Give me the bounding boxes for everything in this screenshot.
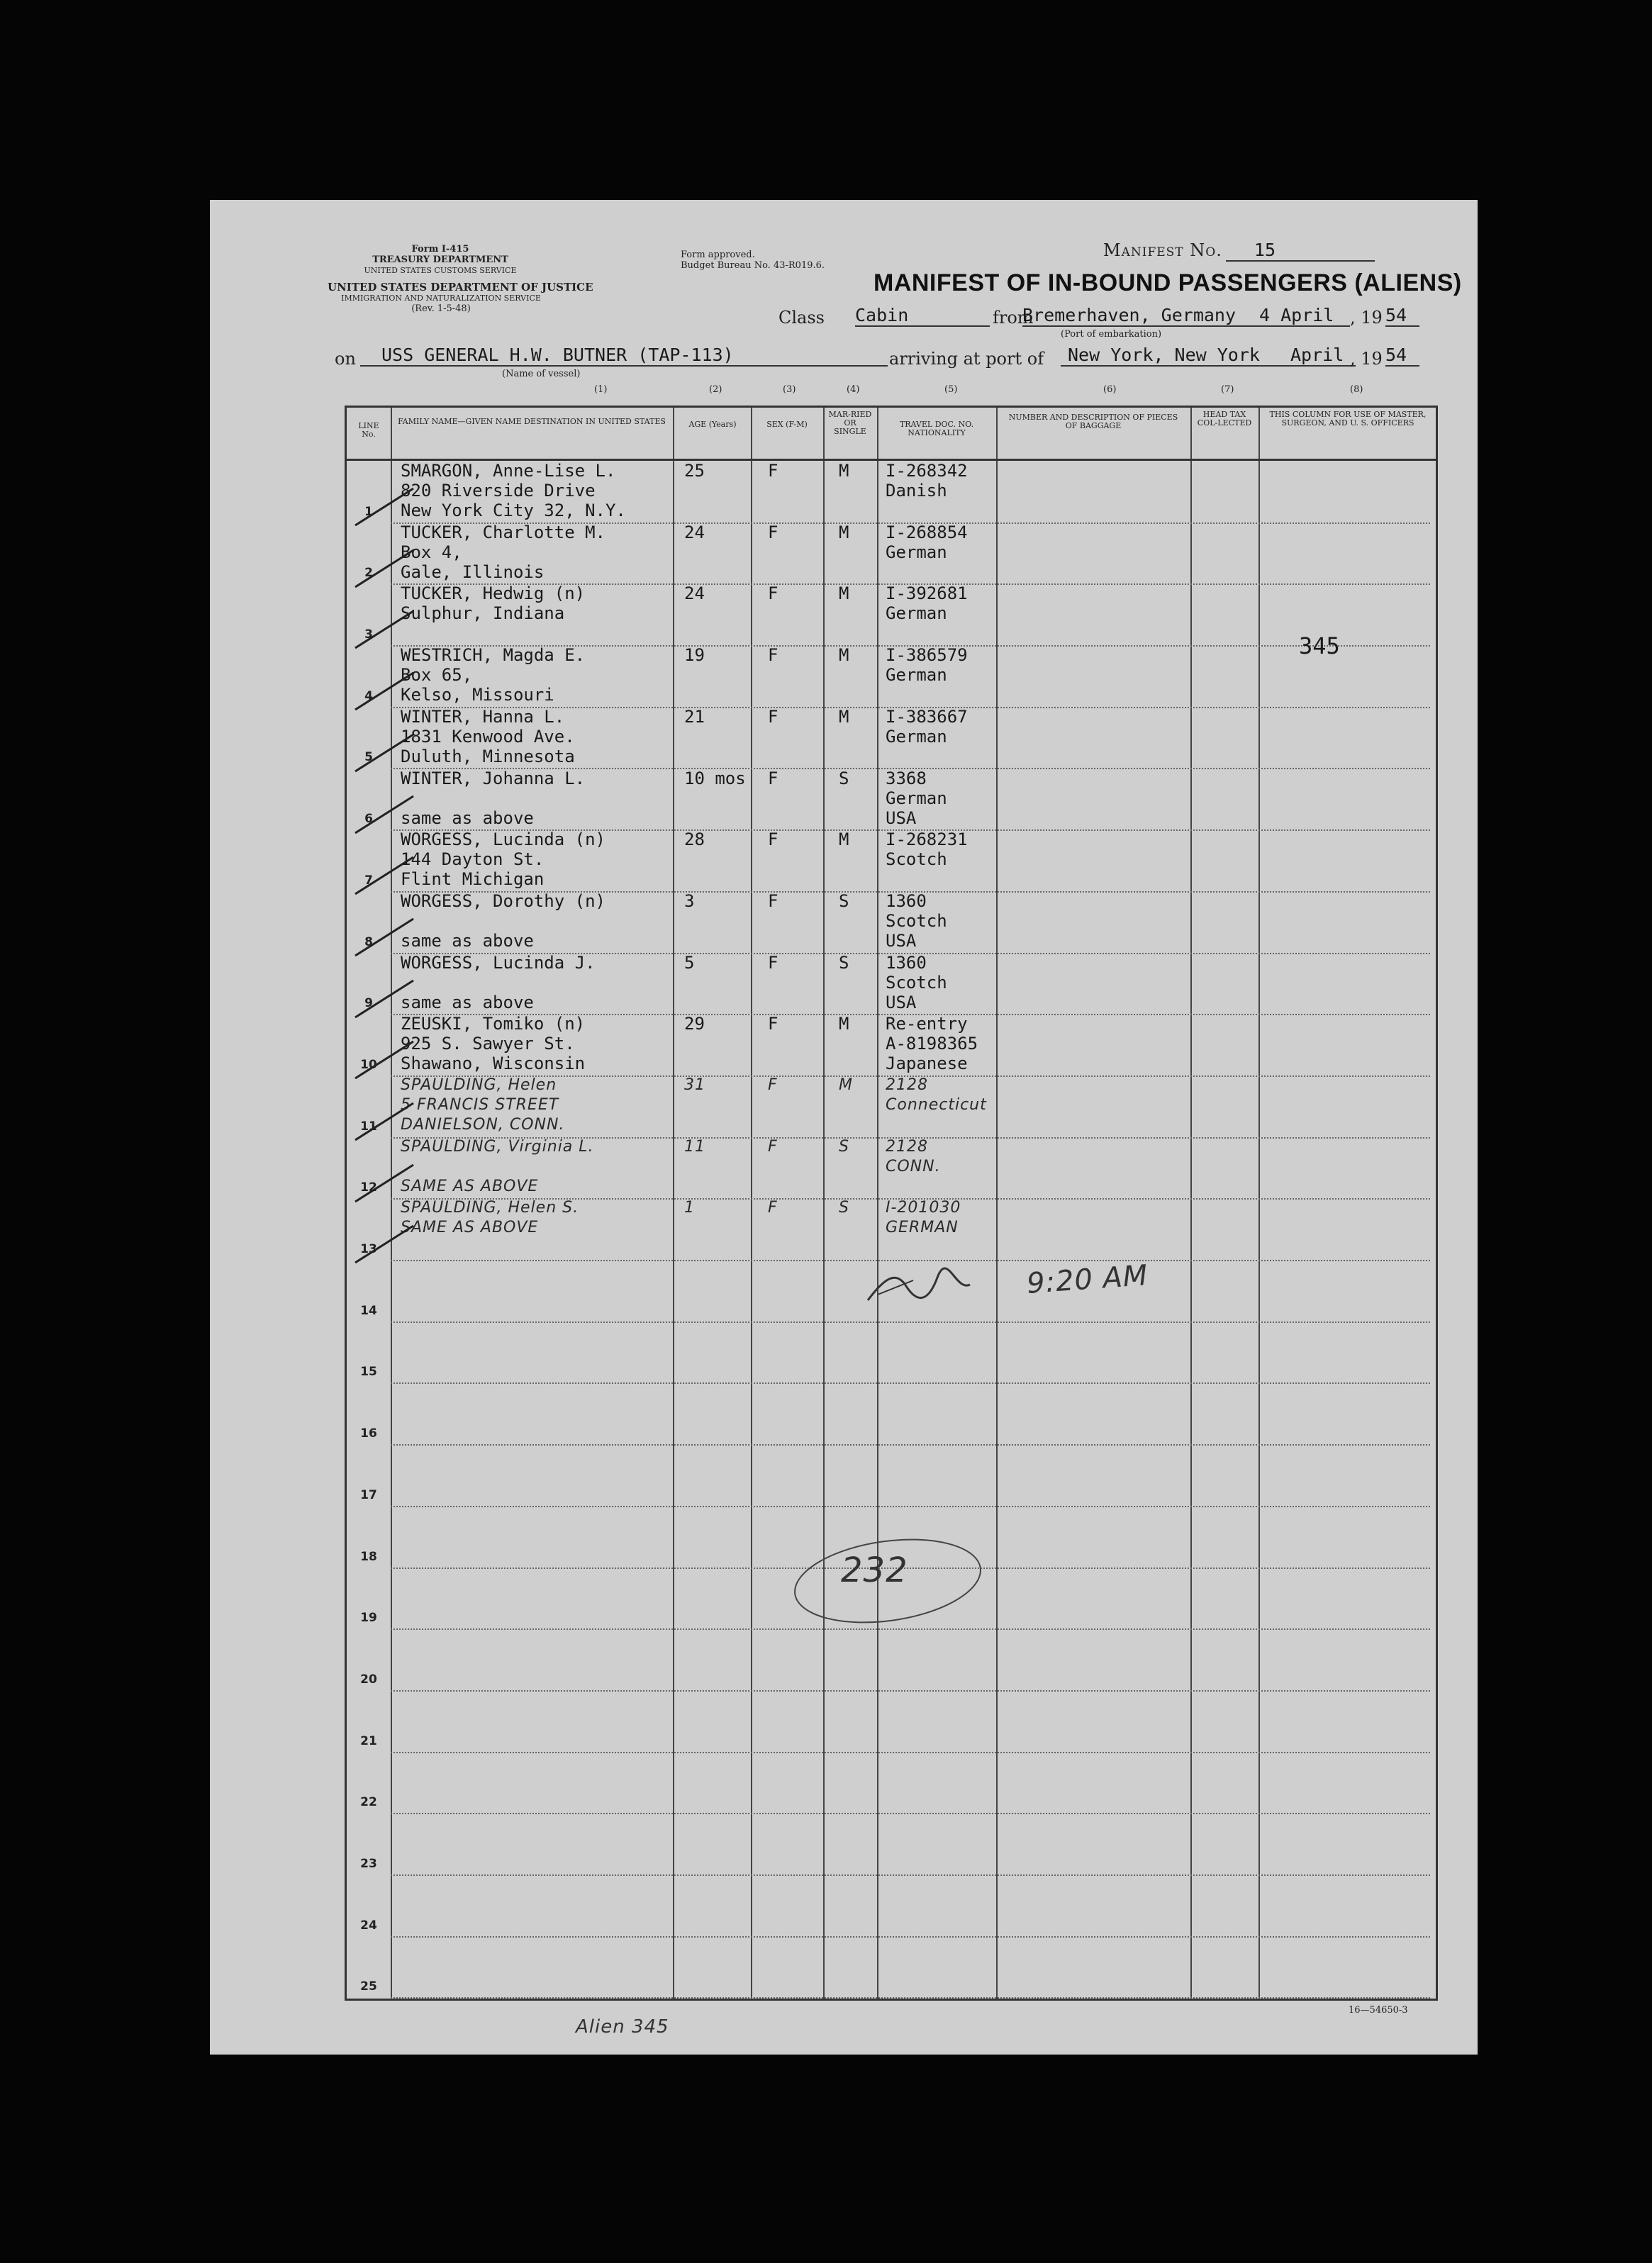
line-number: 7 — [364, 873, 373, 888]
passenger-name: WESTRICH, Magda E. — [401, 645, 586, 666]
passenger-destination: DANIELSON, CONN. — [401, 1116, 565, 1134]
nationality: Scotch — [886, 972, 947, 993]
header-age: AGE (Years) — [688, 420, 737, 429]
bottom-note: Alien 345 — [576, 2016, 669, 2038]
line-number: 25 — [360, 1979, 377, 1994]
passenger-table — [345, 406, 1438, 2001]
passenger-sex: F — [768, 1076, 778, 1094]
passenger-destination: same as above — [401, 992, 534, 1012]
marital-status: S — [839, 768, 849, 788]
line-number: 22 — [360, 1795, 377, 1810]
arrival-date: April — [1290, 345, 1344, 365]
passenger-age: 28 — [684, 829, 705, 850]
passenger-name: SPAULDING, Helen S. — [401, 1199, 579, 1217]
ins-service: IMMIGRATION AND NATURALIZATION SERVICE — [341, 294, 541, 303]
line-number: 16 — [360, 1426, 377, 1441]
table-row — [347, 1138, 1436, 1200]
table-row — [347, 1384, 1436, 1446]
table-row — [347, 1875, 1436, 1937]
vessel-caption: (Name of vessel) — [502, 369, 581, 379]
line-number: 19 — [360, 1611, 377, 1626]
header-married: MAR-RIED OR SINGLE — [828, 410, 872, 436]
year-1: 54 — [1385, 305, 1419, 327]
manifest-page — [210, 200, 1478, 2055]
travel-doc-number: 1360 — [886, 890, 927, 911]
nationality: Danish — [886, 481, 947, 501]
class-value: Cabin — [855, 305, 990, 327]
travel-doc-number: I-201030 — [886, 1199, 961, 1217]
marital-status: M — [839, 583, 849, 604]
passenger-destination: Flint Michigan — [401, 869, 545, 890]
header-officers: THIS COLUMN FOR USE OF MASTER, SURGEON, AND U. S. OFFICERS — [1269, 410, 1427, 428]
circled-number: 232 — [841, 1550, 908, 1590]
marital-status: M — [839, 461, 849, 481]
line-number: 3 — [364, 627, 373, 642]
header-name: FAMILY NAME—GIVEN NAME DESTINATION IN UNITED STATES — [398, 417, 666, 426]
marital-status: M — [839, 706, 849, 727]
marital-status: M — [839, 645, 849, 666]
marital-status: M — [839, 1076, 853, 1094]
passenger-destination: 925 S. Sawyer St. — [401, 1034, 575, 1054]
from-label: from — [993, 308, 1034, 328]
table-row — [347, 769, 1436, 831]
passenger-name: WORGESS, Lucinda (n) — [401, 829, 605, 850]
year-prefix-2: , 19 — [1350, 349, 1383, 369]
manifest-no — [1103, 240, 1375, 262]
table-row — [347, 954, 1436, 1015]
table-row — [347, 1753, 1436, 1814]
col-number-1: (1) — [594, 384, 608, 395]
passenger-name: WORGESS, Lucinda J. — [401, 952, 596, 973]
passenger-age: 29 — [684, 1014, 705, 1034]
passenger-name: TUCKER, Charlotte M. — [401, 522, 605, 542]
nationality: German — [886, 788, 947, 808]
travel-doc-number: 2128 — [886, 1076, 928, 1094]
marital-status: M — [839, 522, 849, 542]
line-number: 4 — [364, 688, 373, 703]
passenger-sex: F — [768, 829, 778, 850]
arriving-label: arriving at port of — [889, 349, 1044, 369]
table-row — [347, 584, 1436, 646]
passenger-age: 31 — [684, 1076, 705, 1094]
form-title: MANIFEST OF IN-BOUND PASSENGERS (ALIENS) — [874, 269, 1462, 296]
header-travel-doc: TRAVEL DOC. NO. NATIONALITY — [899, 420, 974, 437]
passenger-age: 21 — [684, 706, 705, 727]
line-number: 2 — [364, 566, 373, 581]
nationality: CONN. — [886, 1157, 941, 1175]
passenger-age: 19 — [684, 645, 705, 666]
approval-line2: Budget Bureau No. 43-R019.6. — [681, 260, 825, 271]
table-row — [347, 1199, 1436, 1261]
form-approval — [681, 250, 825, 271]
passenger-sex: F — [768, 1014, 778, 1034]
travel-doc-number: I-392681 — [886, 583, 968, 604]
passenger-age: 3 — [684, 890, 695, 911]
year-2: 54 — [1385, 345, 1419, 367]
col-number-5: (5) — [944, 384, 958, 395]
passenger-destination: Sulphur, Indiana — [401, 603, 565, 624]
line-number: 24 — [360, 1918, 377, 1933]
passenger-name: ZEUSKI, Tomiko (n) — [401, 1014, 586, 1034]
year-prefix-1: , 19 — [1350, 308, 1383, 328]
nationality: German — [886, 603, 947, 624]
line-number: 23 — [360, 1857, 377, 1872]
passenger-name: SPAULDING, Helen — [401, 1076, 557, 1094]
travel-doc-number: I-268854 — [886, 522, 968, 542]
travel-doc-number: Re-entry — [886, 1014, 968, 1034]
form-id: Form I-415 — [411, 244, 469, 255]
travel-doc-number: 1360 — [886, 952, 927, 973]
nationality: German — [886, 726, 947, 747]
passenger-sex: F — [768, 522, 778, 542]
passenger-name: WORGESS, Dorothy (n) — [401, 890, 605, 911]
travel-doc-number: I-383667 — [886, 706, 968, 727]
passenger-sex: F — [768, 645, 778, 666]
line-number: 1 — [364, 504, 373, 519]
passenger-destination: 5 FRANCIS STREET — [401, 1096, 559, 1114]
passenger-sex: F — [768, 952, 778, 973]
travel-doc-number: 3368 — [886, 768, 927, 788]
row-divider — [391, 1997, 1430, 1999]
embarkation-date: 4 April — [1259, 305, 1334, 325]
port-embark-caption: (Port of embarkation) — [1061, 329, 1162, 340]
header-baggage: NUMBER AND DESCRIPTION OF PIECES OF BAGGAGE — [1008, 413, 1178, 430]
approval-line1: Form approved. — [681, 250, 755, 260]
passenger-destination: SAME AS ABOVE — [401, 1177, 539, 1195]
col-number-7: (7) — [1221, 384, 1234, 395]
passenger-sex: F — [768, 1137, 778, 1156]
travel-doc-number: I-268231 — [886, 829, 968, 850]
header-sex: SEX (F-M) — [766, 420, 808, 429]
passenger-name: SPAULDING, Virginia L. — [401, 1137, 594, 1156]
nationality: A-8198365 — [886, 1034, 978, 1054]
nationality: USA — [886, 808, 917, 828]
table-row — [347, 1937, 1436, 1999]
form-header-left — [330, 244, 550, 276]
nationality: Connecticut — [886, 1096, 987, 1114]
nationality: German — [886, 665, 947, 686]
passenger-destination: New York City 32, N.Y. — [401, 501, 626, 520]
signature-scribble — [864, 1263, 977, 1313]
table-row — [347, 523, 1436, 585]
passenger-age: 24 — [684, 583, 705, 604]
passenger-age: 5 — [684, 952, 695, 973]
passenger-destination: Box 4, — [401, 542, 462, 562]
line-number: 21 — [360, 1733, 377, 1748]
passenger-destination: same as above — [401, 930, 534, 951]
manifest-no-value: 15 — [1226, 240, 1375, 262]
passenger-destination: 820 Riverside Drive — [401, 481, 596, 501]
nationality: German — [886, 542, 947, 562]
table-row — [347, 1076, 1436, 1138]
table-row — [347, 1691, 1436, 1753]
vessel-name: USS GENERAL H.W. BUTNER (TAP-113) — [360, 345, 888, 367]
travel-doc-number: I-386579 — [886, 645, 968, 666]
arrival-time-note: 9:20 AM — [1025, 1259, 1149, 1300]
line-number: 20 — [360, 1672, 377, 1687]
passenger-sex: F — [768, 768, 778, 788]
line-number: 9 — [364, 996, 373, 1011]
passenger-sex: F — [768, 583, 778, 604]
marital-status: S — [839, 952, 849, 973]
passenger-destination: 1831 Kenwood Ave. — [401, 726, 575, 747]
line-number: 8 — [364, 934, 373, 949]
nationality: USA — [886, 930, 917, 951]
passenger-sex: F — [768, 461, 778, 481]
nationality: Scotch — [886, 849, 947, 870]
line-number: 6 — [364, 812, 373, 827]
passenger-destination: Kelso, Missouri — [401, 685, 554, 705]
marital-status: M — [839, 1014, 849, 1034]
header-line-no: LINE No. — [358, 421, 379, 439]
passenger-destination: Duluth, Minnesota — [401, 746, 575, 766]
manifest-no-label: Manifest No. — [1103, 240, 1222, 260]
passenger-destination: Gale, Illinois — [401, 561, 545, 582]
marital-status: M — [839, 829, 849, 850]
passenger-destination: Box 65, — [401, 665, 473, 686]
passenger-age: 11 — [684, 1137, 705, 1156]
col-number-8: (8) — [1350, 384, 1363, 395]
form-header-justice — [328, 281, 593, 314]
col-number-6: (6) — [1103, 384, 1117, 395]
table-row — [347, 462, 1436, 523]
passenger-name: WINTER, Johanna L. — [401, 768, 586, 788]
passenger-name: SMARGON, Anne-Lise L. — [401, 461, 616, 481]
nationality: Japanese — [886, 1054, 968, 1074]
customs-service: UNITED STATES CUSTOMS SERVICE — [364, 266, 517, 275]
line-number: 10 — [360, 1057, 377, 1072]
table-row — [347, 1015, 1436, 1076]
table-row — [347, 892, 1436, 954]
class-label: Class — [778, 308, 825, 328]
officer-number: 345 — [1299, 632, 1340, 659]
passenger-name: WINTER, Hanna L. — [401, 706, 565, 727]
table-row — [347, 708, 1436, 769]
travel-doc-number: 2128 — [886, 1137, 928, 1156]
marital-status: S — [839, 1137, 849, 1156]
line-number: 14 — [360, 1303, 377, 1318]
line-number: 11 — [360, 1119, 377, 1134]
line-number: 18 — [360, 1549, 377, 1564]
treasury-dept: TREASURY DEPARTMENT — [372, 255, 508, 265]
passenger-age: 1 — [684, 1199, 695, 1217]
marital-status: S — [839, 890, 849, 911]
line-number: 5 — [364, 750, 373, 765]
passenger-destination: 144 Dayton St. — [401, 849, 545, 870]
passenger-destination: Shawano, Wisconsin — [401, 1054, 586, 1074]
line-number: 12 — [360, 1180, 377, 1195]
col-number-2: (2) — [709, 384, 722, 395]
passenger-age: 24 — [684, 522, 705, 542]
nationality: GERMAN — [886, 1219, 959, 1237]
table-row — [347, 1629, 1436, 1691]
revision: (Rev. 1-5-48) — [411, 303, 471, 314]
travel-doc-number: I-268342 — [886, 461, 968, 481]
on-label: on — [335, 349, 356, 369]
marital-status: S — [839, 1199, 849, 1217]
passenger-sex: F — [768, 706, 778, 727]
passenger-sex: F — [768, 890, 778, 911]
table-row — [347, 646, 1436, 708]
justice-dept: UNITED STATES DEPARTMENT OF JUSTICE — [328, 281, 593, 294]
line-number: 17 — [360, 1487, 377, 1502]
passenger-name: TUCKER, Hedwig (n) — [401, 583, 586, 604]
passenger-age: 10 mos — [684, 768, 746, 788]
line-number: 15 — [360, 1365, 377, 1380]
passenger-destination: SAME AS ABOVE — [401, 1219, 539, 1237]
table-row — [347, 1322, 1436, 1384]
col-number-4: (4) — [847, 384, 860, 395]
col-number-3: (3) — [783, 384, 796, 395]
table-row — [347, 1814, 1436, 1875]
table-row — [347, 1445, 1436, 1507]
table-row — [347, 830, 1436, 892]
header-head-tax: HEAD TAX COL-LECTED — [1197, 410, 1252, 428]
passenger-destination: same as above — [401, 808, 534, 828]
nationality: USA — [886, 992, 917, 1012]
line-number: 13 — [360, 1242, 377, 1257]
passenger-sex: F — [768, 1199, 778, 1217]
nationality: Scotch — [886, 910, 947, 931]
arrival-port: New York, New York — [1061, 345, 1356, 367]
passenger-age: 25 — [684, 461, 705, 481]
footer-code: 16—54650-3 — [1349, 2005, 1408, 2016]
port-embarkation: Bremerhaven, Germany — [1022, 305, 1350, 327]
